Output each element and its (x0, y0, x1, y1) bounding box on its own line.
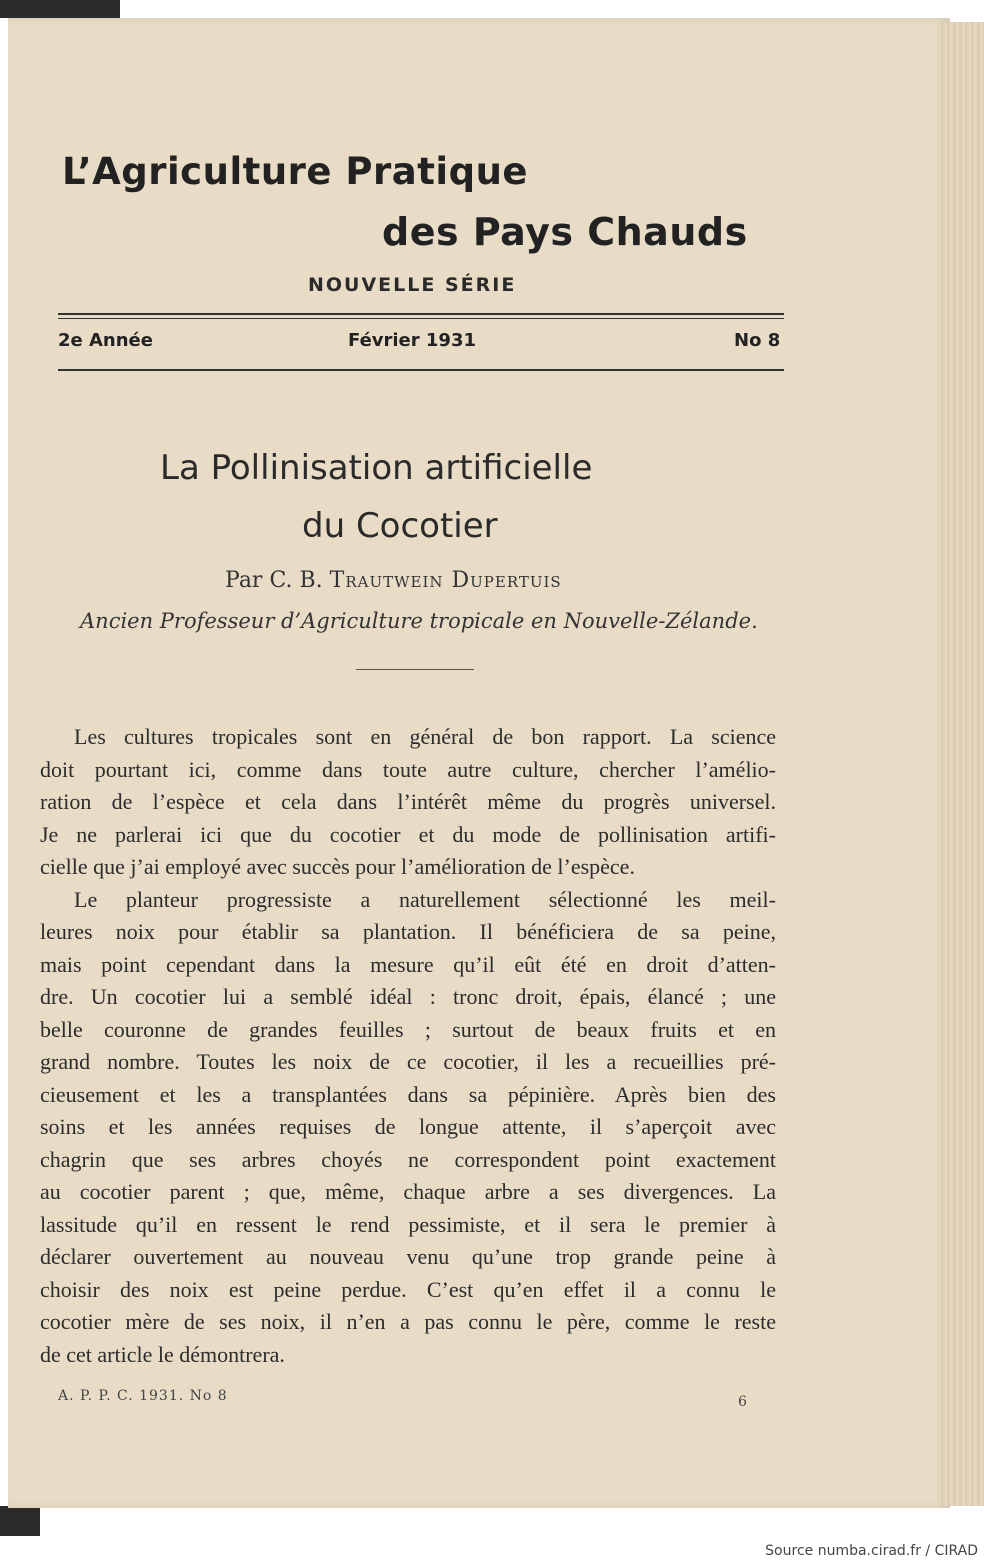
article-title-line-2: du Cocotier (302, 506, 498, 546)
journal-footer: A. P. P. C. 1931. No 8 (58, 1388, 228, 1404)
body-line: cielle que j’ai employé avec succès pour l’amélioration de l’espèce. (40, 854, 635, 879)
byline-prefix: Par C. B. (225, 568, 323, 593)
body-line: Le planteur progressiste a naturellement sélectionné les meil- (74, 886, 776, 912)
issue-date: Février 1931 (348, 330, 477, 351)
body-line: belle couronne de grandes feuilles ; surtout de beaux fruits et en (40, 1016, 776, 1042)
page-stack-edge (938, 22, 984, 1506)
body-line: chagrin que ses arbres choyés ne correspondent point exactement (40, 1146, 776, 1172)
body-line: cieusement et les a transplantées dans sa pépinière. Après bien des (40, 1081, 776, 1107)
article-title-line-1: La Pollinisation artificielle (160, 448, 593, 488)
scan-border-top (0, 0, 120, 18)
signature-number: 6 (738, 1394, 747, 1410)
body-line: soins et les années requises de longue attente, il s’aperçoit avec (40, 1114, 776, 1139)
author-name: Trautwein Dupertuis (329, 568, 562, 593)
body-line: déclarer ouvertement au nouveau venu qu’une trop grande peine à (40, 1244, 776, 1269)
body-line: lassitude qu’il en ressent le rend pessimiste, et il sera le premier à (40, 1211, 776, 1237)
body-line: leures noix pour établir sa plantation. Il bénéficiera de sa peine, (40, 919, 776, 944)
body-line: mais point cependant dans la mesure qu’il eût été en droit d’atten- (40, 951, 776, 977)
body-line: ration de l’espèce et cela dans l’intérêt même du progrès universel. (40, 789, 776, 814)
body-line: grand nombre. Toutes les noix de ce cocotier, il les a recueillies pré- (40, 1049, 776, 1074)
byline (225, 568, 562, 593)
body-line: choisir des noix est peine perdue. C’est qu’en effet il a connu le (40, 1276, 776, 1302)
scan-border-bottom (0, 1506, 40, 1536)
author-affiliation: Ancien Professeur d’Agriculture tropicale en Nouvelle-Zélande. (80, 609, 758, 633)
series-label: NOUVELLE SÉRIE (308, 274, 517, 296)
body-line: Les cultures tropicales sont en général de bon rapport. La science (74, 724, 776, 749)
masthead-rule-thin (58, 318, 784, 319)
article-body (40, 721, 776, 1371)
body-line: de cet article le démontrera. (40, 1341, 285, 1367)
issue-year: 2e Année (58, 330, 153, 351)
issue-rule (58, 369, 784, 371)
body-line: dre. Un cocotier lui a semblé idéal : tronc droit, épais, élancé ; une (40, 984, 776, 1009)
body-line: Je ne parlerai ici que du cocotier et du mode de pollinisation artifi- (40, 821, 776, 847)
section-divider (356, 669, 474, 670)
issue-number: No 8 (734, 330, 781, 351)
masthead-line-1: L’Agriculture Pratique (62, 150, 529, 193)
masthead-line-2: des Pays Chauds (382, 210, 748, 254)
body-line: doit pourtant ici, comme dans toute autre culture, chercher l’amélio- (40, 756, 776, 782)
body-line: au cocotier parent ; que, même, chaque arbre a ses divergences. La (40, 1179, 776, 1204)
body-line: cocotier mère de ses noix, il n’en a pas connu le père, comme le reste (40, 1309, 776, 1334)
source-credit: Source numba.cirad.fr / CIRAD (765, 1543, 978, 1559)
masthead-rule-thick (58, 313, 784, 315)
